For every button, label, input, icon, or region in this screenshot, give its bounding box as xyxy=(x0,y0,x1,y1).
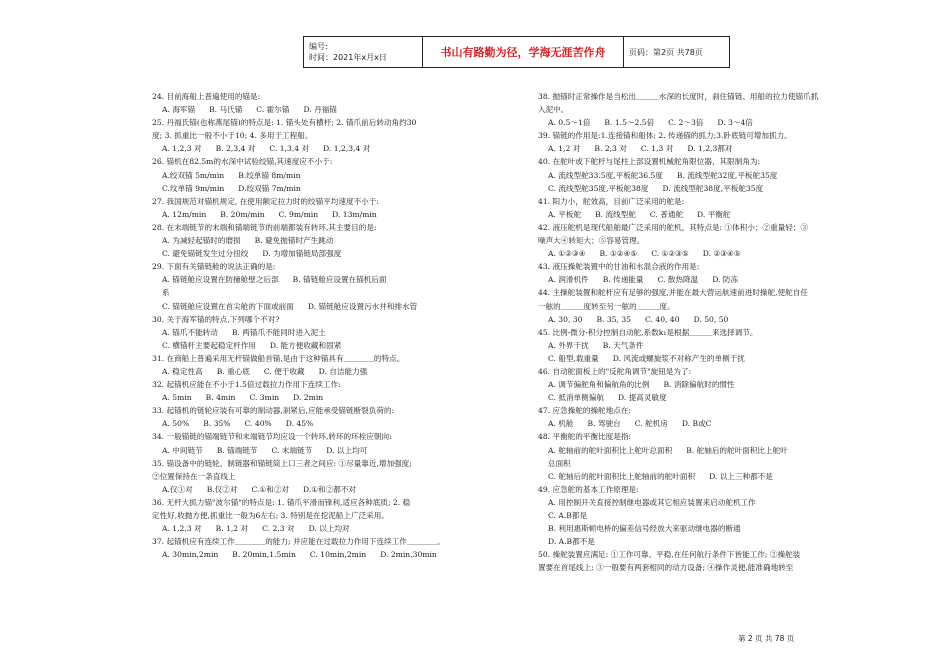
question-text: 29. 下面有关锚链舱的说法正确的是: xyxy=(152,262,276,272)
answer-options xyxy=(538,444,878,457)
answer-option: A. 稳定性高 xyxy=(162,366,203,376)
answer-option: A. 50% xyxy=(162,419,190,429)
question-text: 47. 应急操舵的操舵地点在: xyxy=(538,406,631,416)
answer-option: A. 海军锚 xyxy=(162,105,196,115)
answer-options xyxy=(152,142,492,155)
answer-option: D. 平衡舵 xyxy=(697,209,731,219)
question-text: 49. 应急舵的基本工作原理是: xyxy=(538,484,639,494)
answer-options xyxy=(152,208,492,221)
answer-options xyxy=(152,483,492,496)
answer-option: C. 横锚杆主要起稳定杆作用 xyxy=(162,340,256,350)
answer-option: C.纹单锚 9m/min xyxy=(162,183,225,193)
answer-options xyxy=(538,391,878,404)
answer-option: B. 舵轴后的舵叶面积比上舵叶 xyxy=(686,445,788,455)
answer-option: C. 抵消单侧偏航 xyxy=(548,393,604,403)
answer-option: D. 以上均对 xyxy=(308,524,350,534)
answer-options xyxy=(538,339,878,352)
question-text: 44. 主操舵装置和舵杆应有足够的强度,并能在最大营运航速前进时操舵,使舵自任 xyxy=(538,288,808,298)
answer-options xyxy=(152,182,492,195)
answer-option: A. 锚爪不能转动 xyxy=(162,327,218,337)
answer-option: B. 消除偏航时的惯性 xyxy=(663,380,735,390)
answer-option: C. 10min,2min xyxy=(309,550,367,560)
header-page-number: 页码：第2页 共78页 xyxy=(629,47,703,57)
answer-option: B. 35% xyxy=(203,419,231,429)
answer-option: C. 舵轴后的舵叶面积比上舵轴前的舵叶面积 xyxy=(548,471,696,481)
answer-option: D. 为增加锚链局部强度 xyxy=(262,249,342,259)
answer-option: D. 13m/min xyxy=(332,209,377,219)
answer-option: B. 2,3 对 xyxy=(594,144,627,154)
answer-option: D. 提高灵敏度 xyxy=(617,393,667,403)
answer-option: A. 1,2 对 xyxy=(548,144,581,154)
answer-options xyxy=(538,417,878,430)
question-text: 42. 液压舵机是现代船舶最广泛采用的舵机，其特点是: ①体积小；②重量轻；③ xyxy=(538,222,809,232)
answer-option: B. 流线型舵 xyxy=(595,209,636,219)
question-text: 32. 起锚机应能在不小于1.5倍过载拉力作用下连续工作: xyxy=(152,380,341,390)
answer-option: D. 2min,30min xyxy=(380,550,437,560)
answer-option: C. ①②③⑤ xyxy=(651,249,689,259)
left-question-column xyxy=(152,90,492,561)
answer-options xyxy=(152,234,492,247)
question-text: 37. 起锚机应有连续工作＿＿＿＿的能力; 并应能在过载拉力作用下连续工作＿＿＿＿。 xyxy=(152,537,445,547)
page-footer: 第 2 页 共 78 页 xyxy=(738,634,795,643)
answer-options xyxy=(152,391,492,404)
answer-option: B. 天气条件 xyxy=(602,340,644,350)
answer-options xyxy=(152,247,492,260)
question-text: 31. 在商船上普遍采用无杆锚做船首锚,是由于这种锚具有＿＿＿＿的特点。 xyxy=(152,353,405,363)
answer-option: D. 以上均可 xyxy=(326,445,368,455)
question-text-cont: ②位置保持在一条直线上 xyxy=(152,471,236,481)
answer-options xyxy=(152,522,492,535)
question-text: 46. 自动舵面板上的"反舵角调节"旋钮是为了: xyxy=(538,366,692,376)
question-text: 39. 锚链的作用是:1.连接锚和船体; 2. 传递锚的抓力;3.卧底链可增加抓力。 xyxy=(538,131,792,141)
answer-options xyxy=(152,103,492,116)
question-text: 24. 目前海船上普遍使用的锚是: xyxy=(152,92,261,101)
answer-options xyxy=(152,417,492,430)
answer-options xyxy=(538,313,878,326)
answer-options xyxy=(538,470,878,483)
answer-option: B. 1.5～2.5倍 xyxy=(604,118,655,128)
question-text: 25. 丹福氏锚(也称燕尾锚)的特点是: 1. 锚头处有横杆; 2. 锚爪前后转动角约30 xyxy=(152,118,417,128)
answer-option: A. 为减轻起锚时的磨损 xyxy=(162,236,241,246)
question-text: 43. 液压操舵装置中的甘油和水混合液的作用是: xyxy=(538,262,700,272)
answer-options xyxy=(152,326,492,339)
question-text: 33. 起锚机的链轮应装有可靠的制动器,刹紧后,应能承受锚链断裂负荷的: xyxy=(152,406,395,416)
answer-option: A. 调节偏舵角和偏航角的比例 xyxy=(548,380,650,390)
question-text-cont: 入泥中。 xyxy=(538,105,569,115)
answer-option: C. 船型,载重量 xyxy=(548,353,599,363)
answer-option: A. 机舱 xyxy=(548,419,574,429)
question-text: 45. 比例-微分-积分控制自动舵,系数k₁是根据＿＿＿来选择调节。 xyxy=(538,327,758,337)
answer-option: B. 利用惠斯顿电桥的偏差信号经放大来驱动继电器的断通 xyxy=(548,524,741,534)
answer-option: D. 丹福锚 xyxy=(303,105,337,115)
answer-option: B. ①②④⑤ xyxy=(599,249,638,259)
answer-option: B. 驾驶台 xyxy=(587,419,621,429)
answer-options xyxy=(538,509,878,522)
answer-option: D. 能方便收藏和固紧 xyxy=(269,340,342,350)
answer-option: B. 避免抛锚时产生跳动 xyxy=(254,236,334,246)
answer-option: D. 锚链舱应设置污水井和排水管 xyxy=(307,301,418,311)
answer-options xyxy=(538,352,878,365)
answer-option: D. 3～4倍 xyxy=(717,118,753,128)
answer-option: A. 0.5～1倍 xyxy=(548,118,591,128)
answer-option: A. 润滑机件 xyxy=(548,275,589,285)
answer-option: D. 风流或螺旋浆不对称产生的单侧干扰 xyxy=(612,353,745,363)
question-text: 26. 锚机在82.5m的水深中试验绞锚,其速度应不小于: xyxy=(152,157,333,167)
question-text: 50. 操舵装置应满足: ①工作可靠、平稳,在任何航行条件下皆能工作; ②操舵装 xyxy=(538,550,801,560)
answer-options xyxy=(152,548,492,561)
answer-option: 总面积 xyxy=(548,458,571,468)
answer-option: A. 5min xyxy=(162,393,192,403)
answer-option: B. 锚端链节 xyxy=(216,445,258,455)
answer-option: D. 2min xyxy=(293,393,324,403)
answer-option: D. 流线型舵38度,平板舵35度 xyxy=(662,183,764,193)
answer-options xyxy=(538,116,878,129)
answer-option: D. ②③④⑤ xyxy=(702,249,741,259)
answer-option: C. 1,3,4 对 xyxy=(269,144,310,154)
answer-option: A. 用控制开关直接控制继电器或其它相应装置来启动舵机工作 xyxy=(548,497,756,507)
answer-options xyxy=(538,457,878,470)
question-text-cont: 一舷的＿＿＿度转至另一舷的＿＿＿度。 xyxy=(538,301,675,311)
answer-option: D. 1,2,3都对 xyxy=(687,144,733,154)
answer-option: C.①和②对 xyxy=(251,484,290,494)
answer-option: D. B或C xyxy=(681,419,712,429)
question-text: 28. 在末端链节的末端和锚端链节的前端都装有转环,其主要目的是: xyxy=(152,222,377,232)
answer-options xyxy=(152,339,492,352)
answer-option: C. 40% xyxy=(244,419,272,429)
doc-time-label: 时间：2021年x月x日 xyxy=(309,53,387,62)
answer-option: A. 1,2,3 对 xyxy=(162,524,202,534)
answer-option: C. 40, 40 xyxy=(645,314,680,324)
answer-option: C. 普通舵 xyxy=(649,209,684,219)
answer-option: A. 外界干扰 xyxy=(548,340,589,350)
header-meta xyxy=(304,37,423,67)
answer-option: D.①和②都不对 xyxy=(303,484,357,494)
answer-option: A.绞双锚 5m/min xyxy=(162,170,225,180)
answer-option: C. 避免锚链发生过分扭绞 xyxy=(162,249,249,259)
answer-options xyxy=(152,273,492,286)
answer-options xyxy=(152,365,492,378)
answer-options xyxy=(538,247,878,260)
answer-option: C. 3min xyxy=(249,393,280,403)
question-text-cont: 置要在首尾线上; ③一般要有两套相同的动力设备; ④操作灵便,能准确地转至 xyxy=(538,563,794,573)
answer-option: D. 1,2,3,4 对 xyxy=(323,144,371,154)
answer-option: D.绞双锚 7m/min xyxy=(238,183,301,193)
answer-options xyxy=(538,496,878,509)
answer-option: C. 霍尔锚 xyxy=(256,105,290,115)
answer-option: C. 9m/min xyxy=(278,209,319,219)
answer-option: D. 防冻 xyxy=(712,275,739,285)
answer-option: C. 2,3 对 xyxy=(262,524,295,534)
answer-option: A. 30min,2min xyxy=(162,550,219,560)
answer-option: 系 xyxy=(162,288,170,298)
answer-option: C. 1,3 对 xyxy=(640,144,674,154)
header-motto: 书山有路勤为径，学海无涯苦作舟 xyxy=(423,37,624,67)
answer-option: A. 平板舵 xyxy=(548,209,582,219)
question-text: 34. 一般锚链的锚端链节和末端链节均应设一个转环,转环的环栓应朝向: xyxy=(152,432,392,442)
answer-option: B.绞单锚 8m/min xyxy=(238,170,301,180)
answer-option: A. 1,2,3 对 xyxy=(162,144,202,154)
answer-option: A. 舵轴前的舵叶面积比上舵叶总面积 xyxy=(548,445,673,455)
answer-option: B. 马氏锚 xyxy=(209,105,243,115)
answer-options xyxy=(152,169,492,182)
answer-option: C. 便于收藏 xyxy=(263,366,305,376)
question-text: 48. 平衡舵的平衡比度是指: xyxy=(538,432,631,442)
answer-option: C. 散热降温 xyxy=(657,275,699,285)
answer-options xyxy=(538,208,878,221)
answer-option: C. 锚链舱应设置在首尖舱的下面或前面 xyxy=(162,301,294,311)
answer-option: C. 舵机房 xyxy=(634,419,668,429)
answer-option: B. 20m/min xyxy=(220,209,265,219)
answer-options xyxy=(538,535,878,548)
answer-options xyxy=(538,169,878,182)
question-text: 30. 关于海军锚的特点,下列哪个不对? xyxy=(152,314,280,324)
answer-options xyxy=(152,300,492,313)
answer-option: D. 45% xyxy=(285,419,314,429)
answer-option: D. 以上三种都不是 xyxy=(709,471,773,481)
question-text: 41. 阳力小，舵效高，目前广泛采用的舵是: xyxy=(538,196,685,206)
right-question-column xyxy=(538,90,878,574)
page-header xyxy=(303,36,730,68)
answer-option: B. 流线型舵32度,平板舵35度 xyxy=(676,170,778,180)
answer-option: A. 锚链舱应设置在防撞舱壁之后部 xyxy=(162,275,279,285)
answer-option: B. 2,3,4 对 xyxy=(215,144,256,154)
answer-options xyxy=(538,378,878,391)
answer-option: B. 两锚爪不能同时进入泥土 xyxy=(231,327,326,337)
answer-option: C. 流线型舵35度,平板舵38度 xyxy=(548,183,649,193)
answer-options xyxy=(152,444,492,457)
answer-option: D. A.B都不是 xyxy=(548,537,595,547)
question-text: 40. 在舵叶或下舵杆与尾柱上部设置机械舵角限位器，其限制角为: xyxy=(538,157,761,167)
answer-options xyxy=(538,182,878,195)
answer-option: A. 中间链节 xyxy=(162,445,203,455)
answer-option: B. 1,2 对 xyxy=(215,524,249,534)
answer-options xyxy=(152,286,492,299)
question-text: 36. 无杆大抓力锚"波尔锚"的特点是: 1. 锚爪平滑而锋利,适应各种底质; 2. 稳 xyxy=(152,497,411,507)
question-text-cont: 度; 3. 抓重比一般不小于10; 4. 多用于工程船。 xyxy=(152,131,313,141)
question-text-cont: 定性好,收抛方便,抓重比一般为6左右; 3. 特别是在挖泥船上广泛采用。 xyxy=(152,511,389,520)
answer-option: B. 35, 35 xyxy=(596,314,632,324)
answer-option: A.仅①对 xyxy=(162,484,193,494)
answer-option: C. 2～3倍 xyxy=(668,118,704,128)
question-text: 38. 抛锚时正常操作是当松出＿＿＿水深的长度时，刹住锚链、用船的拉力使锚爪抓 xyxy=(538,92,819,101)
answer-options xyxy=(538,522,878,535)
answer-options xyxy=(538,273,878,286)
answer-option: B. 锚链舱应设置在锚机后面 xyxy=(292,275,387,285)
answer-option: D. 50, 50 xyxy=(693,314,729,324)
answer-option: B. 20min,1.5min xyxy=(232,550,296,560)
answer-option: D. 自洁能力强 xyxy=(318,366,368,376)
answer-option: C. A.B都是 xyxy=(548,511,588,520)
answer-option: A. 30, 30 xyxy=(548,314,583,324)
answer-option: A. 流线型舵33.5度,平板舵36.5度 xyxy=(548,170,663,180)
question-text-cont: 噪声大④转矩大；⑤容易管理。 xyxy=(538,236,645,246)
answer-option: B. 传递能量 xyxy=(602,275,644,285)
question-text: 27. 我国规范对锚机规定, 在使用额定拉力时的绞锚平均速度不小于: xyxy=(152,196,379,206)
question-text: 35. 锚设备中的链轮、制链器和锚链筒上口三者之间应: ①尽量靠近,增加强度; xyxy=(152,458,412,468)
answer-option: B. 4min xyxy=(205,393,236,403)
answer-option: B. 重心底 xyxy=(216,366,250,376)
answer-options xyxy=(538,142,878,155)
answer-option: C. 末端链节 xyxy=(271,445,313,455)
doc-id-label: 编号: xyxy=(309,42,328,51)
answer-option: A. 12m/min xyxy=(162,209,207,219)
answer-option: A. ①②③④ xyxy=(548,249,586,259)
answer-option: B.仅②对 xyxy=(206,484,238,494)
